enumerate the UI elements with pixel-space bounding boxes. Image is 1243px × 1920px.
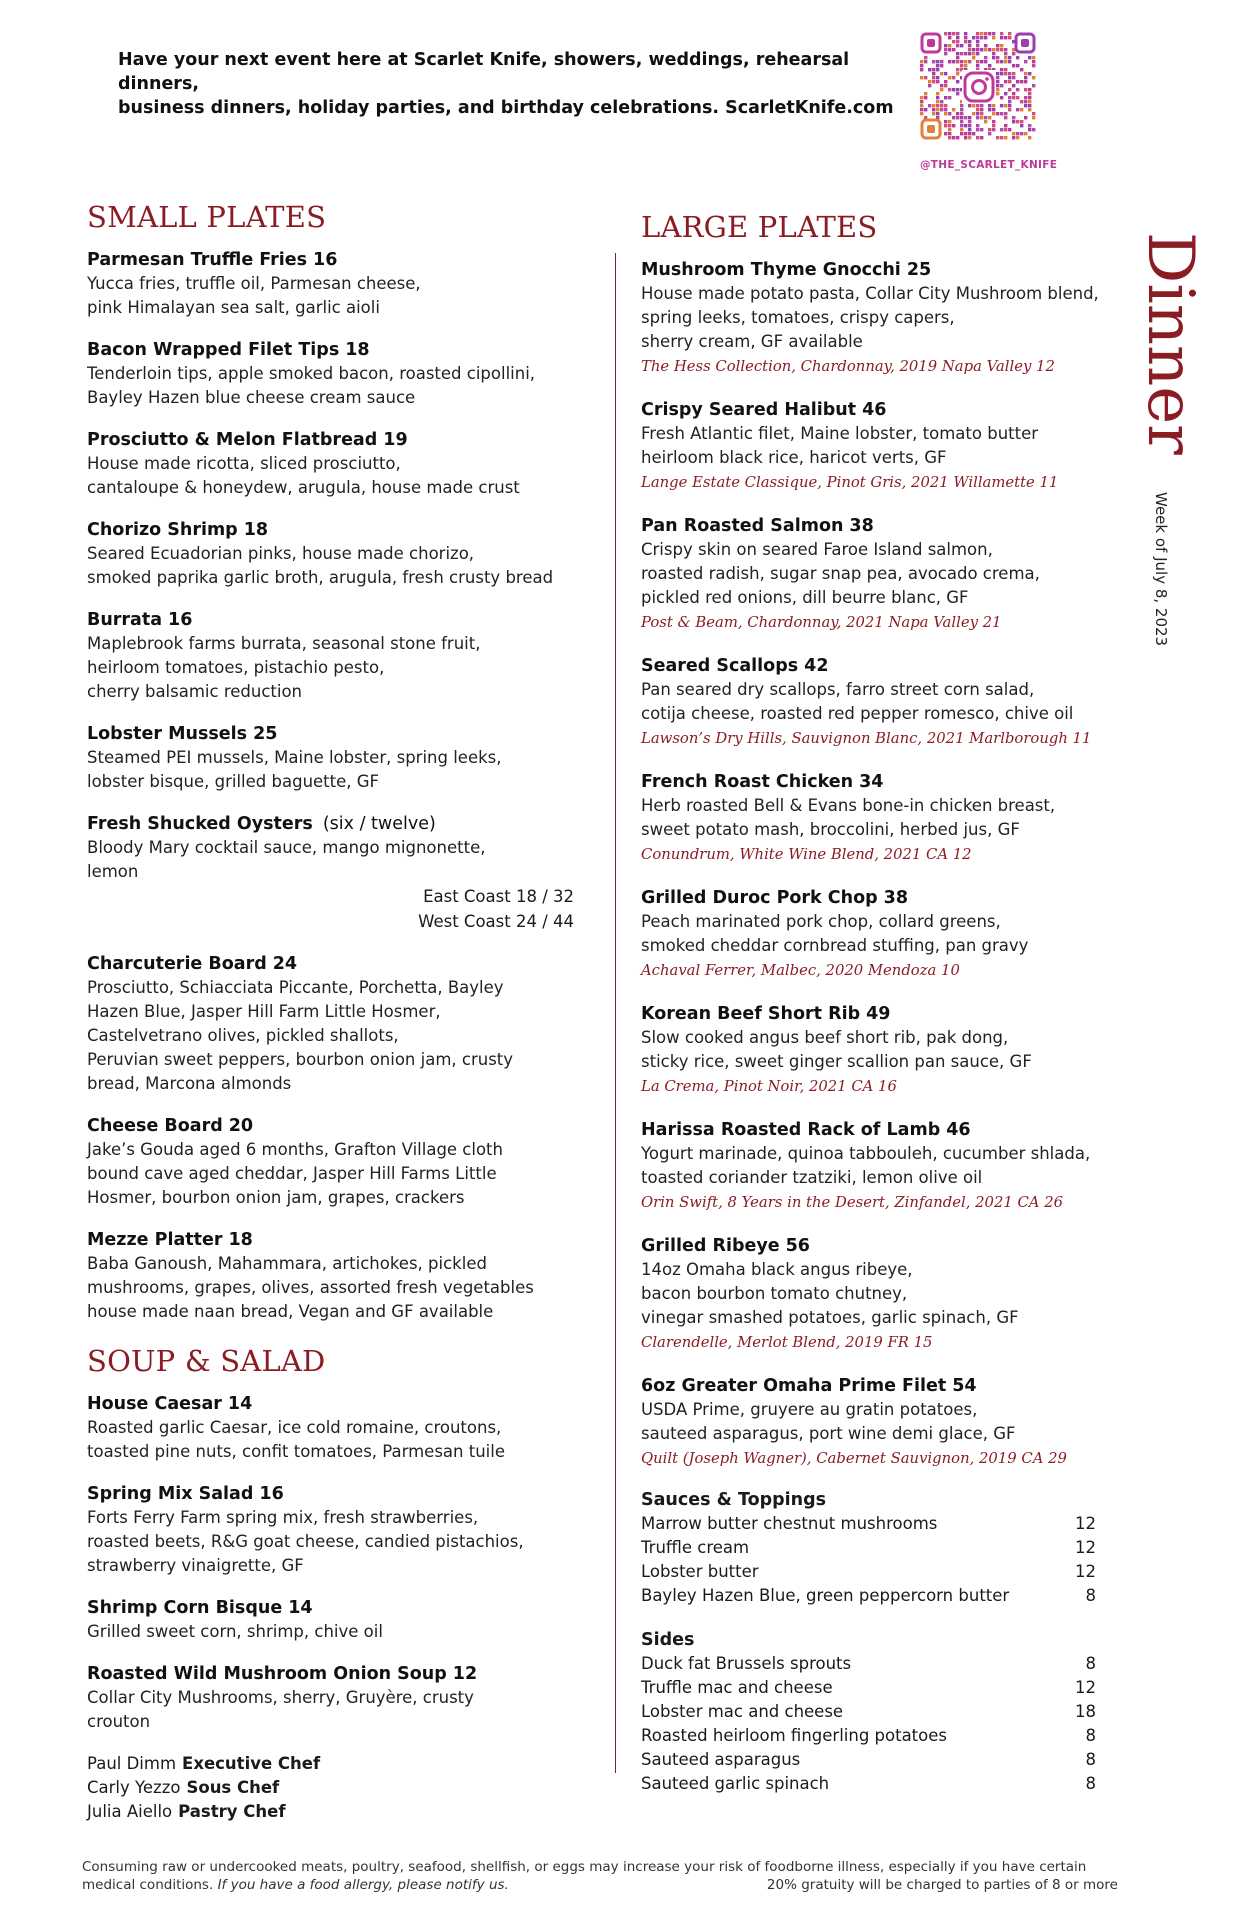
item-price: 42 — [804, 656, 829, 676]
row-label: Truffle mac and cheese — [641, 1678, 833, 1697]
wine-pairing: Conundrum, White Wine Blend, 2021 CA 12 — [641, 846, 972, 863]
item-note: (six / twelve) — [322, 814, 436, 834]
row-label: Bayley Hazen Blue, green peppercorn butter — [641, 1586, 1010, 1605]
oyster-prices — [87, 884, 574, 934]
row-label: Duck fat Brussels sprouts — [641, 1654, 852, 1673]
item-description: USDA Prime, gruyere au gratin potatoes, — [641, 1400, 978, 1419]
item-description: House made ricotta, sliced prosciutto, — [87, 454, 401, 473]
item-price: 18 — [243, 520, 269, 540]
menu-item — [641, 1234, 1111, 1356]
row-label: Lobster butter — [641, 1562, 759, 1581]
item-title — [87, 722, 607, 746]
menu-item — [87, 338, 607, 410]
price-row — [641, 1536, 1096, 1560]
promo-line-1: Have your next event here at Scarlet Knife, showers, weddings, rehearsal dinners, — [118, 50, 850, 94]
menu-item — [87, 1662, 607, 1734]
item-title — [87, 248, 607, 272]
row-label: Lobster mac and cheese — [641, 1702, 844, 1721]
item-name: Mezze Platter — [87, 1230, 223, 1250]
menu-item — [87, 1228, 607, 1324]
wine-pairing: Achaval Ferrer, Malbec, 2020 Mendoza 10 — [641, 962, 960, 979]
menu-item — [641, 398, 1111, 496]
staff-list — [87, 1752, 607, 1824]
menu-item — [87, 952, 607, 1096]
item-description: house made naan bread, Vegan and GF available — [87, 1302, 494, 1321]
sides-heading: Sides — [641, 1630, 695, 1650]
item-description: Hazen Blue, Jasper Hill Farm Little Hosmer, — [87, 1002, 441, 1021]
wine-pairing: Clarendelle, Merlot Blend, 2019 FR 15 — [641, 1334, 933, 1351]
price-row — [641, 1676, 1096, 1700]
item-description: Castelvetrano olives, pickled shallots, — [87, 1026, 399, 1045]
food-safety-warning: Consuming raw or undercooked meats, poultry, seafood, shellfish, or eggs may increase your risk of foodborne illness, especially if you have certain — [82, 1859, 1087, 1875]
item-price: 38 — [883, 888, 909, 908]
item-description: Fresh Atlantic filet, Maine lobster, tomato butter — [641, 424, 1039, 443]
item-name: Pan Roasted Salmon — [641, 516, 844, 536]
item-description: pink Himalayan sea salt, garlic aioli — [87, 298, 380, 317]
item-price: 54 — [952, 1376, 977, 1396]
item-description: strawberry vinaigrette, GF — [87, 1556, 304, 1575]
wine-pairing: Orin Swift, 8 Years in the Desert, Zinfandel, 2021 CA 26 — [641, 1194, 1064, 1211]
item-description: Peruvian sweet peppers, bourbon onion jam, crusty — [87, 1050, 514, 1069]
item-price: 12 — [452, 1664, 478, 1684]
item-description: Prosciutto, Schiacciata Piccante, Porchetta, Bayley — [87, 978, 504, 997]
item-title — [641, 1234, 1111, 1258]
wine-pairing: Post & Beam, Chardonnay, 2021 Napa Valley 21 — [641, 614, 1002, 631]
footer-disclaimer — [82, 1858, 1118, 1894]
item-description: vinegar smashed potatoes, garlic spinach, GF — [641, 1308, 1019, 1327]
menu-item — [87, 1114, 607, 1210]
item-description: Pan seared dry scallops, farro street corn salad, — [641, 680, 1035, 699]
item-description: bread, Marcona almonds — [87, 1074, 292, 1093]
item-title — [87, 1596, 607, 1620]
price-row — [641, 1652, 1096, 1676]
item-description: lobster bisque, grilled baguette, GF — [87, 772, 380, 791]
row-label: Marrow butter chestnut mushrooms — [641, 1514, 938, 1533]
price-row — [641, 1748, 1096, 1772]
item-description: Maplebrook farms burrata, seasonal stone fruit, — [87, 634, 481, 653]
item-description: roasted beets, R&G goat cheese, candied pistachios, — [87, 1532, 524, 1551]
row-price: 8 — [1085, 1586, 1096, 1605]
item-description: Baba Ganoush, Mahammara, artichokes, pickled — [87, 1254, 487, 1273]
column-divider — [615, 253, 616, 1773]
row-price: 8 — [1085, 1774, 1096, 1793]
gratuity-notice: 20% gratuity will be charged to parties of 8 or more — [766, 1877, 1118, 1893]
row-price: 12 — [1075, 1562, 1096, 1581]
item-price: 46 — [946, 1120, 971, 1140]
item-title — [641, 398, 1111, 422]
item-description: Collar City Mushrooms, sherry, Gruyère, crusty — [87, 1688, 474, 1707]
item-title — [641, 1374, 1111, 1398]
item-price: 20 — [228, 1116, 254, 1136]
item-name: Korean Beef Short Rib — [641, 1004, 861, 1024]
menu-title-dinner: Dinner — [1133, 232, 1207, 455]
item-title — [641, 514, 1111, 538]
item-title — [641, 1002, 1111, 1026]
menu-item — [87, 722, 607, 794]
item-name: Cheese Board — [87, 1116, 223, 1136]
left-column — [87, 200, 607, 1824]
row-label: Roasted heirloom fingerling potatoes — [641, 1726, 947, 1745]
promo-line-2: business dinners, holiday parties, and birthday celebrations. ScarletKnife.com — [118, 98, 894, 118]
item-description: Jake’s Gouda aged 6 months, Grafton Village cloth — [87, 1140, 503, 1159]
item-description: crouton — [87, 1712, 151, 1731]
menu-item — [87, 1392, 607, 1464]
item-title — [87, 338, 607, 362]
menu-item-oysters — [87, 812, 607, 934]
row-price: 12 — [1075, 1538, 1096, 1557]
row-price: 8 — [1085, 1750, 1096, 1769]
menu-item — [641, 1002, 1111, 1100]
wine-pairing: The Hess Collection, Chardonnay, 2019 Napa Valley 12 — [641, 358, 1055, 375]
price-row — [641, 1512, 1096, 1536]
item-name: 6oz Greater Omaha Prime Filet — [641, 1376, 947, 1396]
row-price: 18 — [1075, 1702, 1096, 1721]
sauces-toppings-section — [641, 1488, 1111, 1608]
staff-executive-chef: Paul Dimm Executive Chef — [87, 1754, 321, 1773]
item-description: roasted radish, sugar snap pea, avocado crema, — [641, 564, 1040, 583]
sauces-heading: Sauces & Toppings — [641, 1490, 827, 1510]
item-description: toasted pine nuts, confit tomatoes, Parmesan tuile — [87, 1442, 505, 1461]
east-coast-price: East Coast 18 / 32 — [423, 887, 574, 906]
item-name: House Caesar — [87, 1394, 222, 1414]
item-description: Steamed PEI mussels, Maine lobster, spring leeks, — [87, 748, 502, 767]
item-title — [641, 258, 1111, 282]
soup-salad-heading: SOUP & SALAD — [87, 1344, 326, 1378]
row-label: Sauteed garlic spinach — [641, 1774, 830, 1793]
item-name: Seared Scallops — [641, 656, 799, 676]
wine-pairing: Lawson’s Dry Hills, Sauvignon Blanc, 2021 Marlborough 11 — [641, 730, 1092, 747]
item-description: Bloody Mary cocktail sauce, mango mignonette, — [87, 838, 486, 857]
item-description: heirloom tomatoes, pistachio pesto, — [87, 658, 385, 677]
item-price: 46 — [862, 400, 887, 420]
item-description: Peach marinated pork chop, collard greens, — [641, 912, 1001, 931]
item-price: 49 — [866, 1004, 891, 1024]
price-row — [641, 1700, 1096, 1724]
qr-finder-top-right — [1016, 34, 1034, 52]
item-name: Shrimp Corn Bisque — [87, 1598, 283, 1618]
item-description: sauteed asparagus, port wine demi glace, GF — [641, 1424, 1016, 1443]
item-title — [641, 1118, 1111, 1142]
item-price: 16 — [259, 1484, 284, 1504]
wine-pairing: Quilt (Joseph Wagner), Cabernet Sauvignon, 2019 CA 29 — [641, 1450, 1067, 1467]
item-title — [87, 1482, 607, 1506]
item-name: Parmesan Truffle Fries — [87, 250, 308, 270]
item-name: Grilled Ribeye — [641, 1236, 780, 1256]
item-price: 14 — [227, 1394, 253, 1414]
menu-item — [641, 514, 1111, 636]
menu-week-date: Week of July 8, 2023 — [1152, 492, 1170, 647]
item-description: Slow cooked angus beef short rib, pak dong, — [641, 1028, 1009, 1047]
item-description: lemon — [87, 862, 139, 881]
item-price: 38 — [849, 516, 874, 536]
row-price: 8 — [1085, 1726, 1096, 1745]
item-price: 19 — [383, 430, 408, 450]
item-description: 14oz Omaha black angus ribeye, — [641, 1260, 913, 1279]
menu-item — [87, 518, 607, 590]
qr-finder-bottom-left — [922, 120, 940, 138]
item-title — [87, 1228, 607, 1252]
event-promo — [118, 48, 918, 120]
row-label: Truffle cream — [641, 1538, 750, 1557]
item-description: Herb roasted Bell & Evans bone-in chicken breast, — [641, 796, 1056, 815]
item-title — [641, 886, 1111, 910]
row-price: 12 — [1075, 1514, 1096, 1533]
staff-sous-chef: Carly Yezzo Sous Chef — [87, 1778, 280, 1797]
item-description: sticky rice, sweet ginger scallion pan sauce, GF — [641, 1052, 1032, 1071]
menu-item — [87, 428, 607, 500]
item-description: Roasted garlic Caesar, ice cold romaine, croutons, — [87, 1418, 502, 1437]
menu-item — [87, 1596, 607, 1644]
instagram-icon — [962, 70, 996, 104]
item-description: Yucca fries, truffle oil, Parmesan cheese, — [87, 274, 421, 293]
item-name: Harissa Roasted Rack of Lamb — [641, 1120, 941, 1140]
menu-item — [87, 608, 607, 704]
item-title — [87, 1114, 607, 1138]
item-title — [87, 518, 607, 542]
item-description: Seared Ecuadorian pinks, house made chorizo, — [87, 544, 475, 563]
instagram-qr-code[interactable] — [920, 32, 1038, 142]
item-name: Prosciutto & Melon Flatbread — [87, 430, 378, 450]
sides-section — [641, 1628, 1111, 1796]
item-description: sherry cream, GF available — [641, 332, 863, 351]
item-title — [87, 428, 607, 452]
item-name: Charcuterie Board — [87, 954, 267, 974]
item-description: pickled red onions, dill beurre blanc, GF — [641, 588, 969, 607]
price-row — [641, 1560, 1096, 1584]
item-description: cotija cheese, roasted red pepper romesco, chive oil — [641, 704, 1074, 723]
menu-item — [641, 1118, 1111, 1216]
item-name: Fresh Shucked Oysters — [87, 814, 313, 834]
item-title — [641, 770, 1111, 794]
menu-item — [641, 1374, 1111, 1472]
item-title — [87, 952, 607, 976]
item-name: Bacon Wrapped Filet Tips — [87, 340, 340, 360]
item-name: Lobster Mussels — [87, 724, 248, 744]
item-description: smoked cheddar cornbread stuffing, pan gravy — [641, 936, 1029, 955]
item-name: Mushroom Thyme Gnocchi — [641, 260, 901, 280]
item-description: Crispy skin on seared Faroe Island salmon, — [641, 540, 993, 559]
item-name: Roasted Wild Mushroom Onion Soup — [87, 1664, 447, 1684]
menu-item — [641, 654, 1111, 752]
qr-finder-top-left — [922, 34, 940, 52]
item-description: mushrooms, grapes, olives, assorted fresh vegetables — [87, 1278, 534, 1297]
item-description: spring leeks, tomatoes, crispy capers, — [641, 308, 955, 327]
staff-pastry-chef: Julia Aiello Pastry Chef — [87, 1802, 286, 1821]
menu-item — [87, 1482, 607, 1578]
food-safety-warning-cont: medical conditions. — [82, 1877, 214, 1893]
row-label: Sauteed asparagus — [641, 1750, 801, 1769]
item-description: sweet potato mash, broccolini, herbed jus, GF — [641, 820, 1020, 839]
item-title — [87, 1662, 607, 1686]
item-price: 25 — [906, 260, 932, 280]
wine-pairing: Lange Estate Classique, Pinot Gris, 2021 Willamette 11 — [641, 474, 1059, 491]
item-name: Grilled Duroc Pork Chop — [641, 888, 878, 908]
item-price: 14 — [288, 1598, 313, 1618]
item-description: Hosmer, bourbon onion jam, grapes, crackers — [87, 1188, 465, 1207]
row-price: 12 — [1075, 1678, 1096, 1697]
item-price: 18 — [345, 340, 370, 360]
menu-item — [641, 886, 1111, 984]
item-name: Spring Mix Salad — [87, 1484, 254, 1504]
row-price: 8 — [1085, 1654, 1096, 1673]
item-description: House made potato pasta, Collar City Mushroom blend, — [641, 284, 1099, 303]
item-price: 16 — [168, 610, 193, 630]
price-row — [641, 1772, 1096, 1796]
item-description: toasted coriander tzatziki, lemon olive oil — [641, 1168, 983, 1187]
qr-instagram-handle: @THE_SCARLET_KNIFE — [920, 159, 1058, 171]
item-name: Chorizo Shrimp — [87, 520, 238, 540]
menu-item — [87, 248, 607, 320]
item-price: 56 — [785, 1236, 810, 1256]
price-row — [641, 1724, 1096, 1748]
item-title — [87, 1392, 607, 1416]
item-price: 25 — [253, 724, 278, 744]
item-name: Burrata — [87, 610, 163, 630]
item-description: smoked paprika garlic broth, arugula, fresh crusty bread — [87, 568, 554, 587]
west-coast-price: West Coast 24 / 44 — [418, 912, 574, 931]
menu-item — [641, 770, 1111, 868]
wine-pairing: La Crema, Pinot Noir, 2021 CA 16 — [641, 1078, 897, 1095]
item-description: bacon bourbon tomato chutney, — [641, 1284, 908, 1303]
item-name: French Roast Chicken — [641, 772, 854, 792]
item-name: Crispy Seared Halibut — [641, 400, 857, 420]
large-plates-heading: LARGE PLATES — [641, 210, 878, 244]
item-description: bound cave aged cheddar, Jasper Hill Farms Little — [87, 1164, 497, 1183]
item-title — [641, 654, 1111, 678]
allergy-notice: If you have a food allergy, please notify us. — [217, 1877, 509, 1893]
item-description: Bayley Hazen blue cheese cream sauce — [87, 388, 416, 407]
item-description: Forts Ferry Farm spring mix, fresh strawberries, — [87, 1508, 479, 1527]
small-plates-heading: SMALL PLATES — [87, 200, 327, 234]
item-description: Tenderloin tips, apple smoked bacon, roasted cipollini, — [87, 364, 536, 383]
right-column — [641, 210, 1111, 1796]
item-price: 34 — [859, 772, 884, 792]
item-title — [87, 608, 607, 632]
item-price: 24 — [272, 954, 298, 974]
item-description: Grilled sweet corn, shrimp, chive oil — [87, 1622, 383, 1641]
item-price: 18 — [228, 1230, 253, 1250]
item-description: cherry balsamic reduction — [87, 682, 302, 701]
price-row — [641, 1584, 1096, 1608]
item-description: cantaloupe & honeydew, arugula, house made crust — [87, 478, 520, 497]
menu-item — [641, 258, 1111, 380]
item-price: 16 — [313, 250, 338, 270]
item-description: heirloom black rice, haricot verts, GF — [641, 448, 947, 467]
item-description: Yogurt marinade, quinoa tabbouleh, cucumber shlada, — [641, 1144, 1091, 1163]
